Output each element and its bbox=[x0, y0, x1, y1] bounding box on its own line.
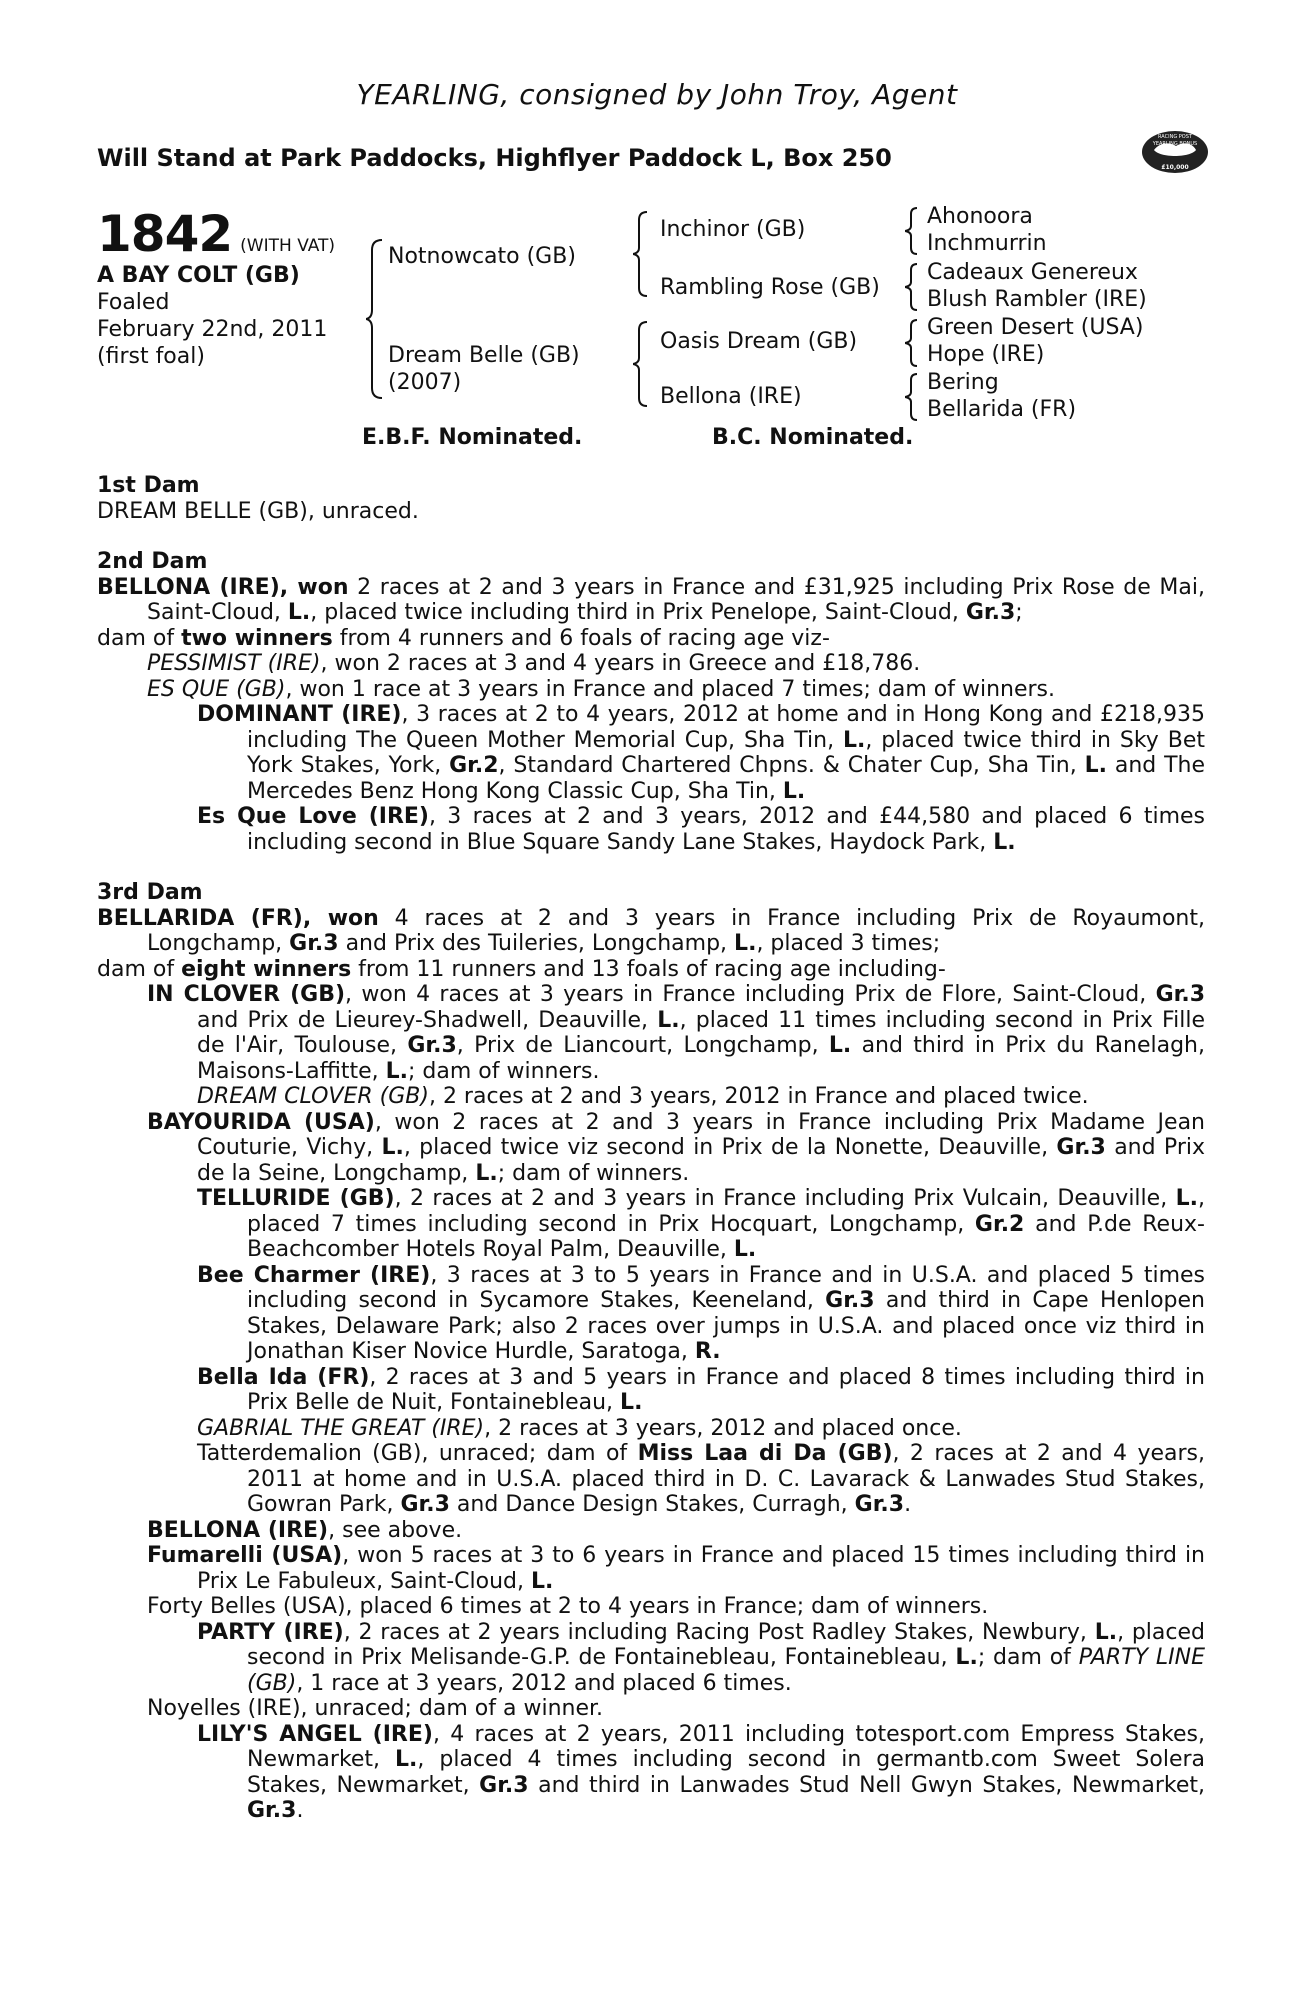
progeny-tatterdemalion: Tatterdemalion (GB), unraced; dam of Miss Laa di Da (GB), 2 races at 2 and 4 years, 2011 at home and in U.S.A. placed third in D. C. Lavarack & Lanwades Stud Stakes, Gowran Park, Gr.3 and Dance Design Stakes, Curragh, Gr.3. bbox=[197, 1441, 1205, 1517]
lot-number: 1842 bbox=[97, 205, 233, 263]
progeny-bellona: BELLONA (IRE), see above. bbox=[147, 1517, 463, 1543]
progeny-party: PARTY (IRE), 2 races at 2 years including Racing Post Radley Stakes, Newbury, L., placed second in Prix Melisande-G.P. de Fontainebleau, Fontainebleau, L.; dam of PARTY LINE (GB), 1 race at 3 years, 2012 and placed 6 times. bbox=[197, 1619, 1205, 1696]
progeny-es-que-love: Es Que Love (IRE), 3 races at 2 and 3 years, 2012 and £44,580 and placed 6 times including second in Blue Square Sandy Lane Stakes, Haydock Park, L. bbox=[197, 804, 1206, 855]
third-dam-entry: BELLARIDA (FR), won 4 races at 2 and 3 years in France including Prix de Royaumont, Longchamp, Gr.3 and Prix des Tuileries, Longchamp, L., placed 3 times; bbox=[97, 905, 1205, 956]
vat-note: (WITH VAT) bbox=[240, 236, 336, 256]
badge-line2: YEARLING BONUS bbox=[1152, 141, 1198, 147]
progeny-es-que: ES QUE (GB), won 1 race at 3 years in France and placed 7 times; dam of winners. bbox=[147, 676, 1056, 702]
second-dam-entry: BELLONA (IRE), won 2 races at 2 and 3 years in France and £31,925 including Prix Rose de Mai, Saint-Cloud, L., placed twice including third in Prix Penelope, Saint-Cloud, Gr.3; bbox=[97, 574, 1205, 625]
gg4: Blush Rambler (IRE) bbox=[927, 287, 1147, 312]
gg2: Inchmurrin bbox=[927, 231, 1047, 256]
progeny-forty-belles: Forty Belles (USA), placed 6 times at 2 to 4 years in France; dam of winners. bbox=[147, 1594, 989, 1619]
badge-line1: RACING POST bbox=[1158, 134, 1192, 140]
first-dam-heading: 1st Dam bbox=[97, 473, 200, 498]
brace-sire bbox=[633, 210, 649, 298]
ebf-nominated: E.B.F. Nominated. bbox=[362, 425, 583, 450]
brace-g2 bbox=[905, 262, 919, 312]
second-dam-dam-of: dam of two winners from 4 runners and 6 foals of racing age viz- bbox=[97, 625, 830, 651]
gg8: Bellarida (FR) bbox=[927, 397, 1077, 422]
brace-g4 bbox=[905, 372, 919, 422]
progeny-gabrial: GABRIAL THE GREAT (IRE), 2 races at 3 years, 2012 and placed once. bbox=[197, 1415, 962, 1441]
foaled-date: February 22nd, 2011 bbox=[97, 317, 328, 342]
progeny-bella-ida: Bella Ida (FR), 2 races at 3 and 5 years in France and placed 8 times including third in Prix Belle de Nuit, Fontainebleau, L. bbox=[197, 1364, 1205, 1415]
foaled-label: Foaled bbox=[97, 290, 170, 315]
progeny-bee-charmer: Bee Charmer (IRE), 3 races at 3 to 5 years in France and in U.S.A. and placed 5 times including second in Sycamore Stakes, Keeneland, Gr.3 and third in Cape Henlopen Stakes, Delaware Park; also 2 races over jumps in U.S.A. and placed once viz third in Jonathan Kiser Novice Hurdle, Saratoga, R. bbox=[197, 1262, 1205, 1364]
badge-line3: £10,000 bbox=[1161, 164, 1189, 171]
brace-g3 bbox=[905, 318, 919, 368]
stand-location: Will Stand at Park Paddocks, Highflyer Paddock L, Box 250 bbox=[97, 144, 892, 172]
brace-parents bbox=[366, 238, 384, 400]
gg3: Cadeaux Genereux bbox=[927, 260, 1138, 285]
progeny-fumarelli: Fumarelli (USA), won 5 races at 3 to 6 years in France and placed 15 times including third in Prix Le Fabuleux, Saint-Cloud, L. bbox=[147, 1543, 1205, 1594]
lot-details bbox=[97, 262, 327, 370]
page-title: YEARLING, consigned by John Troy, Agent bbox=[356, 78, 958, 111]
yearling-bonus-badge bbox=[1140, 128, 1210, 176]
lot-name: A BAY COLT (GB) bbox=[97, 263, 300, 288]
progeny-dream-clover: DREAM CLOVER (GB), 2 races at 2 and 3 years, 2012 in France and placed twice. bbox=[197, 1084, 1089, 1109]
progeny-telluride: TELLURIDE (GB), 2 races at 2 and 3 years in France including Prix Vulcain, Deauville, L., placed 7 times including second in Prix Hocquart, Longchamp, Gr.2 and P.de Reux-Beachcomber Hotels Royal Palm, Deauville, L. bbox=[197, 1186, 1205, 1262]
brace-dam bbox=[633, 320, 649, 408]
dam-sire: Oasis Dream (GB) bbox=[660, 329, 858, 354]
dam-year: (2007) bbox=[388, 370, 462, 395]
progeny-dominant: DOMINANT (IRE), 3 races at 2 to 4 years, 2012 at home and in Hong Kong and £218,935 including The Queen Mother Memorial Cup, Sha Tin, L., placed twice third in Sky Bet York Stakes, York, Gr.2, Standard Chartered Chpns. & Chater Cup, Sha Tin, L. and The Mercedes Benz Hong Kong Classic Cup, Sha Tin, L. bbox=[197, 702, 1206, 804]
sire: Notnowcato (GB) bbox=[388, 244, 576, 269]
lot-number-block bbox=[97, 205, 335, 263]
third-dam-dam-of: dam of eight winners from 11 runners and 13 foals of racing age including- bbox=[97, 956, 946, 982]
gg7: Bering bbox=[927, 370, 999, 395]
sire-dam: Rambling Rose (GB) bbox=[660, 275, 880, 300]
progeny-pessimist: PESSIMIST (IRE), won 2 races at 3 and 4 years in Greece and £18,786. bbox=[147, 651, 921, 676]
progeny-in-clover: IN CLOVER (GB), won 4 races at 3 years in France including Prix de Flore, Saint-Cloud, Gr.3 and Prix de Lieurey-Shadwell, Deauville, L., placed 11 times including second in Prix Fille de l'Air, Toulouse, Gr.3, Prix de Liancourt, Longchamp, L. and third in Prix du Ranelagh, Maisons-Laffitte, L.; dam of winners. bbox=[147, 982, 1206, 1084]
progeny-bayourida: BAYOURIDA (USA), won 2 races at 2 and 3 years in France including Prix Madame Jean Couturie, Vichy, L., placed twice viz second in Prix de la Nonette, Deauville, Gr.3 and Prix de la Seine, Longchamp, L.; dam of winners. bbox=[147, 1109, 1205, 1186]
third-dam-heading: 3rd Dam bbox=[97, 880, 203, 905]
gg1: Ahonoora bbox=[927, 204, 1033, 229]
gg5: Green Desert (USA) bbox=[927, 315, 1144, 340]
gg6: Hope (IRE) bbox=[927, 342, 1045, 367]
sire-sire: Inchinor (GB) bbox=[660, 217, 806, 242]
dam: Dream Belle (GB) bbox=[388, 343, 580, 368]
dam-dam: Bellona (IRE) bbox=[660, 384, 802, 409]
pedigree-notes bbox=[97, 473, 1205, 1824]
brace-g1 bbox=[905, 206, 919, 256]
bc-nominated: B.C. Nominated. bbox=[712, 425, 914, 450]
second-dam-heading: 2nd Dam bbox=[97, 549, 208, 574]
progeny-lilys-angel: LILY'S ANGEL (IRE), 4 races at 2 years, 2011 including totesport.com Empress Stakes, Newmarket, L., placed 4 times including second in germantb.com Sweet Solera Stakes, Newmarket, Gr.3 and third in Lanwades Stud Nell Gwyn Stakes, Newmarket, Gr.3. bbox=[197, 1721, 1206, 1823]
foal-note: (first foal) bbox=[97, 344, 205, 369]
progeny-noyelles: Noyelles (IRE), unraced; dam of a winner. bbox=[147, 1696, 604, 1721]
first-dam-text: DREAM BELLE (GB), unraced. bbox=[97, 498, 419, 524]
